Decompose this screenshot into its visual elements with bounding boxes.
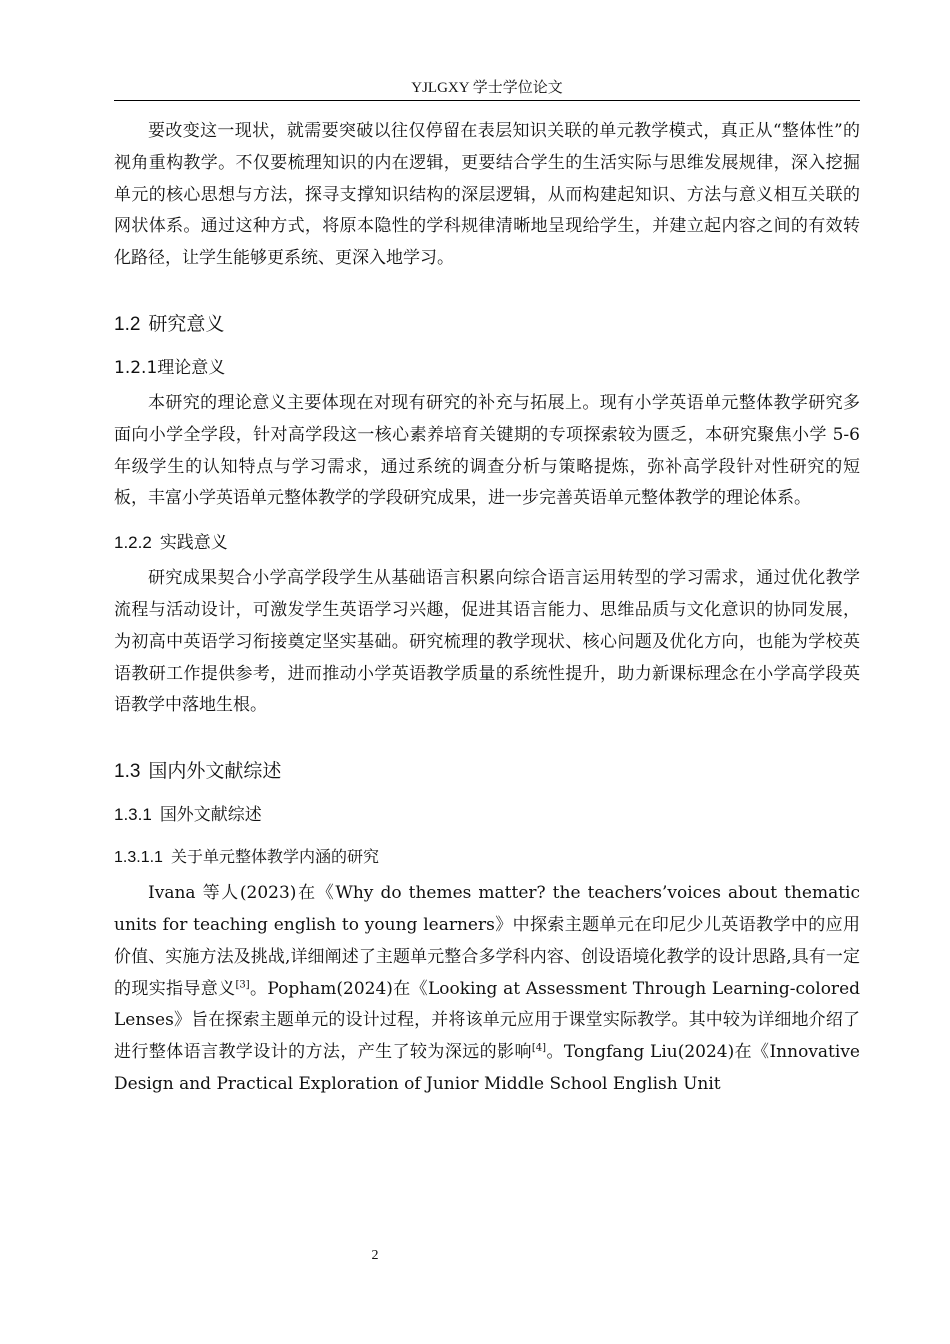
heading-number: 1.2.2 [114, 533, 152, 553]
intro-paragraph: 要改变这一现状，就需要突破以往仅停留在表层知识关联的单元教学模式，真正从“整体性”的视角重构教学。不仅要梳理知识的内在逻辑，更要结合学生的生活实际与思维发展规律，深入挖掘单元的核心思想与方法，探寻支撑知识结构的深层逻辑，从而构建起知识、方法与意义相互关联的网状体系。通过这种方式，将原本隐性的学科规律清晰地呈现给学生，并建立起内容之间的有效转化路径，让学生能够更系统、更深入地学习。 [114, 121, 860, 269]
running-header: YJLGXY 学士学位论文 [411, 80, 563, 96]
heading-title: 国内外文献综述 [148, 760, 282, 783]
heading-number: 1.3.1.1 [114, 849, 163, 867]
text-segment: 。Tongfang Liu(2024)在《Innovative Design and Practical Exploration of Junior Middle School English Unit [114, 1042, 860, 1094]
text-segment: 。Popham(2024)在《Looking at Assessment Through Learning-colored Lenses》旨在探索主题单元的设计过程，并将该单元应用于课堂实际教学。其中较为详细地介绍了进行整体语言教学设计的方法，产生了较为深远的影响 [114, 978, 861, 1063]
theory-significance-paragraph: 本研究的理论意义主要体现在对现有研究的补充与拓展上。现有小学英语单元整体教学研究多面向小学全学段，针对高学段这一核心素养培育关键期的专项探索较为匮乏，本研究聚焦小学 5-6 年级学生的认知特点与学习需求，通过系统的调查分析与策略提炼，弥补高学段针对性研究的短板，丰富小学英语单元整体教学的学段研究成果，进一步完善英语单元整体教学的理论体系。 [114, 392, 860, 509]
page-body [114, 116, 860, 1101]
heading-1-3-1-1 [114, 843, 860, 872]
heading-number: 1.3.1 [114, 805, 152, 825]
heading-title: 国外文献综述 [159, 805, 262, 826]
heading-number: 1.2.1 [114, 357, 158, 378]
heading-number: 1.2 [114, 313, 141, 335]
literature-paragraph [114, 878, 860, 1101]
heading-1-2-1 [114, 354, 860, 382]
heading-1-3-1 [114, 801, 860, 829]
heading-1-2-2 [114, 529, 860, 557]
page-number: 2 [371, 1248, 379, 1263]
heading-1-2 [114, 309, 860, 340]
practice-significance-paragraph: 研究成果契合小学高学段学生从基础语言积累向综合语言运用转型的学习需求，通过优化教学流程与活动设计，可激发学生英语学习兴趣，促进其语言能力、思维品质与文化意识的协同发展，为初高中英语学习衔接奠定坚实基础。研究梳理的教学现状、核心问题及优化方向，也能为学校英语教研工作提供参考，进而推动小学英语教学质量的系统性提升，助力新课标理念在小学高学段英语教学中落地生根。 [114, 568, 860, 716]
heading-title: 关于单元整体教学内涵的研究 [170, 847, 379, 867]
heading-1-3 [114, 756, 860, 787]
heading-title: 实践意义 [159, 533, 228, 554]
text-segment: Ivana 等人(2023)在《Why do themes matter? the teachers’voices about thematic units for teaching english to young learners》中探索主题单元在印尼少儿英语教学中的应用价值、实施方法及挑战,详细阐述了主题单元整合多学科内容、创设语境化教学的设计思路,具有一定的现实指导意义 [114, 883, 860, 999]
citation-ref: [3] [235, 978, 250, 990]
heading-title: 理论意义 [157, 357, 226, 378]
heading-title: 研究意义 [148, 312, 225, 335]
citation-ref: [4] [531, 1042, 547, 1054]
header-rule [114, 100, 860, 101]
heading-number: 1.3 [114, 761, 141, 783]
